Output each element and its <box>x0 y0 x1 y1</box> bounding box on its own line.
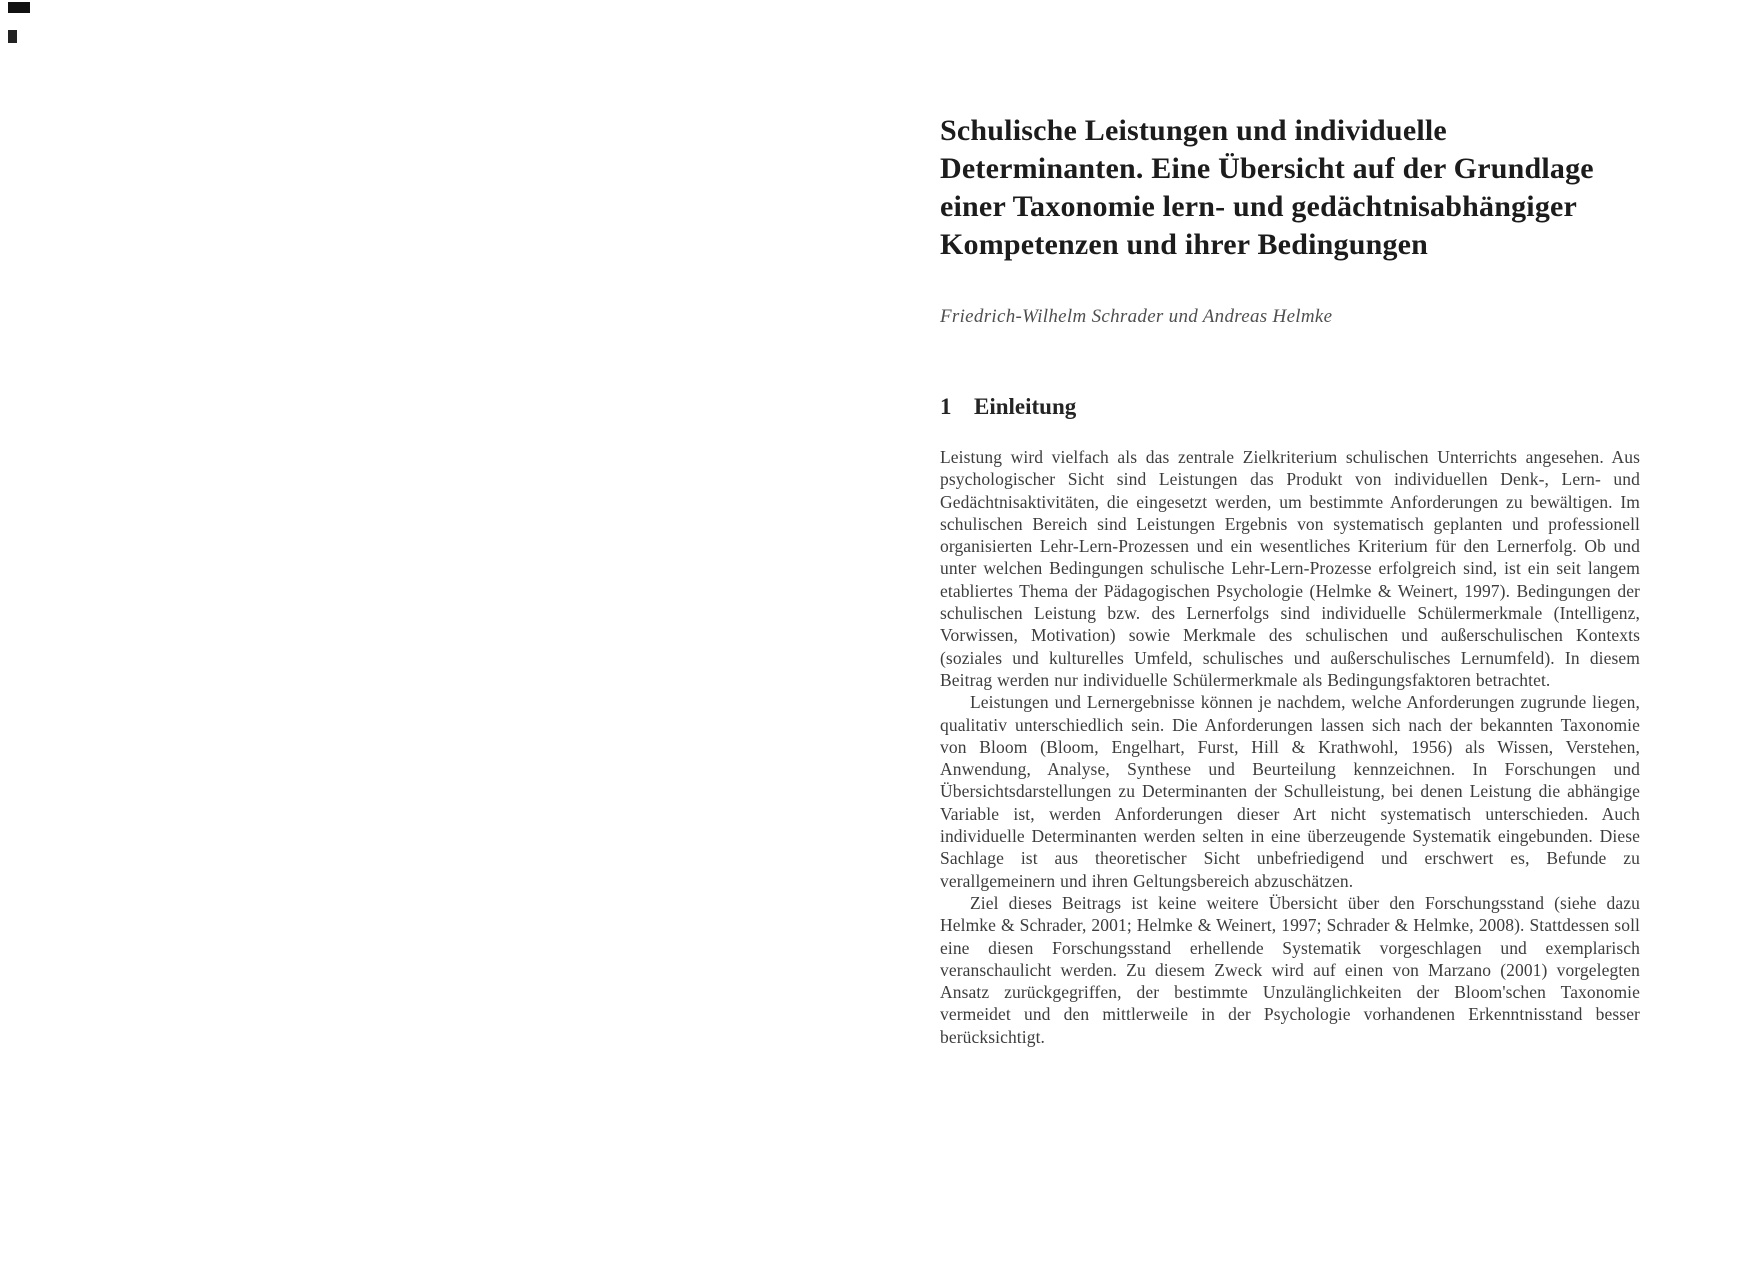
authors-line: Friedrich-Wilhelm Schrader und Andreas Helmke <box>940 306 1333 327</box>
paper-title <box>940 112 1640 264</box>
body-text <box>940 446 1640 1048</box>
body-paragraph: Leistungen und Lernergebnisse können je nachdem, welche Anforderungen zugrunde liegen, qualitativ unterschiedlich sein. Die Anforderungen lassen sich nach der bekannten Taxonomie von Bloom (Bloom, Engelhart, Furst, Hill & Krathwohl, 1956) als Wissen, Verstehen, Anwendung, Analyse, Synthese und Beurteilung kennzeichnen. In Forschungen und Übersichtsdarstellungen zu Determinanten der Schulleistung, bei denen Leistung die abhängige Variable ist, werden Anforderungen dieser Art nicht systematisch unterschieden. Auch individuelle Determinanten werden selten in eine überzeugende Systematik eingebunden. Diese Sachlage ist aus theoretischer Sicht unbefriedigend und erschwert es, Befunde zu verallgemeinern und ihren Geltungsbereich abzuschätzen. <box>940 692 1640 891</box>
paper-title-line-2: Determinanten. Eine Übersicht auf der Grundlage <box>940 152 1594 185</box>
body-paragraph: Ziel dieses Beitrags ist keine weitere Übersicht über den Forschungsstand (siehe dazu Helmke & Schrader, 2001; Helmke & Weinert, 1997; Schrader & Helmke, 2008). Stattdessen soll eine diesen Forschungsstand erhellende Systematik vorgeschlagen und exemplarisch veranschaulicht werden. Zu diesem Zweck wird auf einen von Marzano (2001) vorgelegten Ansatz zurückgegriffen, der bestimmte Unzulänglichkeiten der Bloom'schen Taxonomie vermeidet und den mittlerweile in der Psychologie vorhandenen Erkenntnisstand besser berücksichtigt. <box>940 892 1640 1047</box>
section-title: Einleitung <box>974 394 1077 419</box>
scan-artifact-mark <box>8 2 30 13</box>
scan-artifact-mark <box>8 30 17 43</box>
paper-title-line-1: Schulische Leistungen und individuelle <box>940 114 1447 147</box>
section-heading <box>940 394 1640 420</box>
page-content-column <box>940 112 1640 1048</box>
body-paragraph: Leistung wird vielfach als das zentrale Zielkriterium schulischen Unterrichts angesehen. Aus psychologischer Sicht sind Leistungen das Produkt von individuellen Denk-, Lern- und Gedächtnisaktivitäten, die eingesetzt werden, um bestimmte Anforderungen zu bewältigen. Im schulischen Bereich sind Leistungen Ergebnis von systematisch geplanten und professionell organisierten Lehr-Lern-Prozessen und ein wesentliches Kriterium für den Lernerfolg. Ob und unter welchen Bedingungen schulische Lehr-Lern-Prozesse erfolgreich sind, ist ein seit langem etabliertes Thema der Pädagogischen Psychologie (Helmke & Weinert, 1997). Bedingungen der schulischen Leistung bzw. des Lernerfolgs sind individuelle Schülermerkmale (Intelligenz, Vorwissen, Motivation) sowie Merkmale des schulischen und außerschulischen Kontexts (soziales und kulturelles Umfeld, schulisches und außerschulisches Lernumfeld). In diesem Beitrag werden nur individuelle Schülermerkmale als Bedingungsfaktoren betrachtet. <box>940 447 1640 690</box>
paper-title-line-3: einer Taxonomie lern- und gedächtnisabhängiger <box>940 190 1578 223</box>
paper-title-line-4: Kompetenzen und ihrer Bedingungen <box>940 228 1429 261</box>
section-number: 1 <box>940 394 952 419</box>
